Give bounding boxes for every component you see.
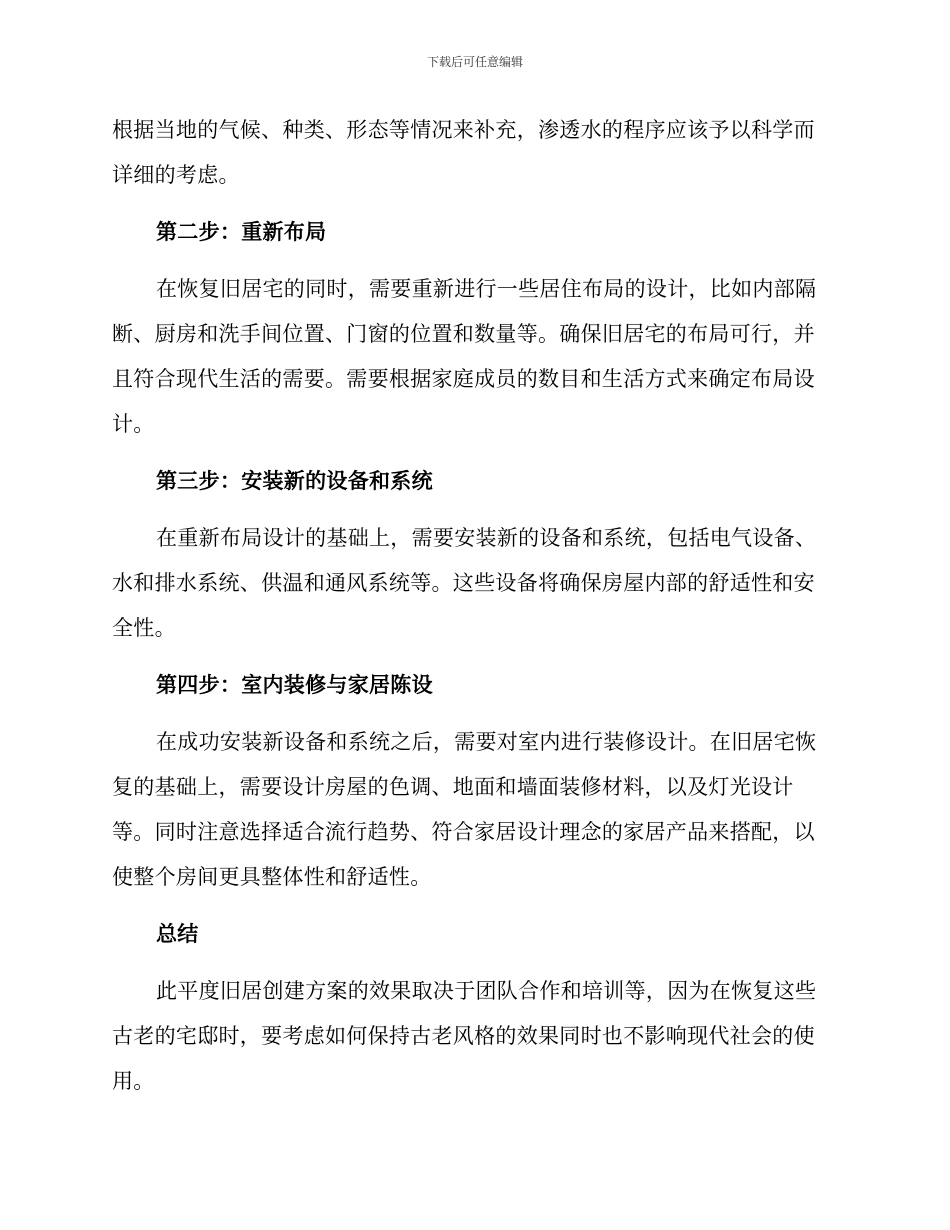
step4-heading: 第四步：室内装修与家居陈设 xyxy=(156,673,433,697)
step2-paragraph: 在恢复旧居宅的同时，需要重新进行一些居住布局的设计，比如内部隔断、厨房和洗手间位置、门窗的位置和数量等。确保旧居宅的布局可行，并且符合现代生活的需要。需要根据家庭成员的数目和生活方式来确定布局设计。 xyxy=(112,277,817,436)
document-body xyxy=(112,108,832,1116)
step3-paragraph: 在重新布局设计的基础上，需要安装新的设备和系统，包括电气设备、水和排水系统、供温和通风系统等。这些设备将确保房屋内部的舒适性和安全性。 xyxy=(112,526,817,640)
intro-paragraph: 根据当地的气候、种类、形态等情况来补充，渗透水的程序应该予以科学而详细的考虑。 xyxy=(112,118,815,187)
step2-heading: 第二步：重新布局 xyxy=(156,220,327,244)
step4-paragraph: 在成功安装新设备和系统之后，需要对室内进行装修设计。在旧居宅恢复的基础上，需要设计房屋的色调、地面和墙面装修材料，以及灯光设计等。同时注意选择适合流行趋势、符合家居设计理念的家居产品来搭配，以使整个房间更具整体性和舒适性。 xyxy=(112,730,817,889)
step3-heading: 第三步：安装新的设备和系统 xyxy=(156,469,433,493)
page-header: 下载后可任意编辑 xyxy=(426,55,523,69)
summary-heading: 总结 xyxy=(156,922,199,946)
summary-paragraph: 此平度旧居创建方案的效果取决于团队合作和培训等，因为在恢复这些古老的宅邸时，要考虑如何保持古老风格的效果同时也不影响现代社会的使用。 xyxy=(112,979,817,1093)
